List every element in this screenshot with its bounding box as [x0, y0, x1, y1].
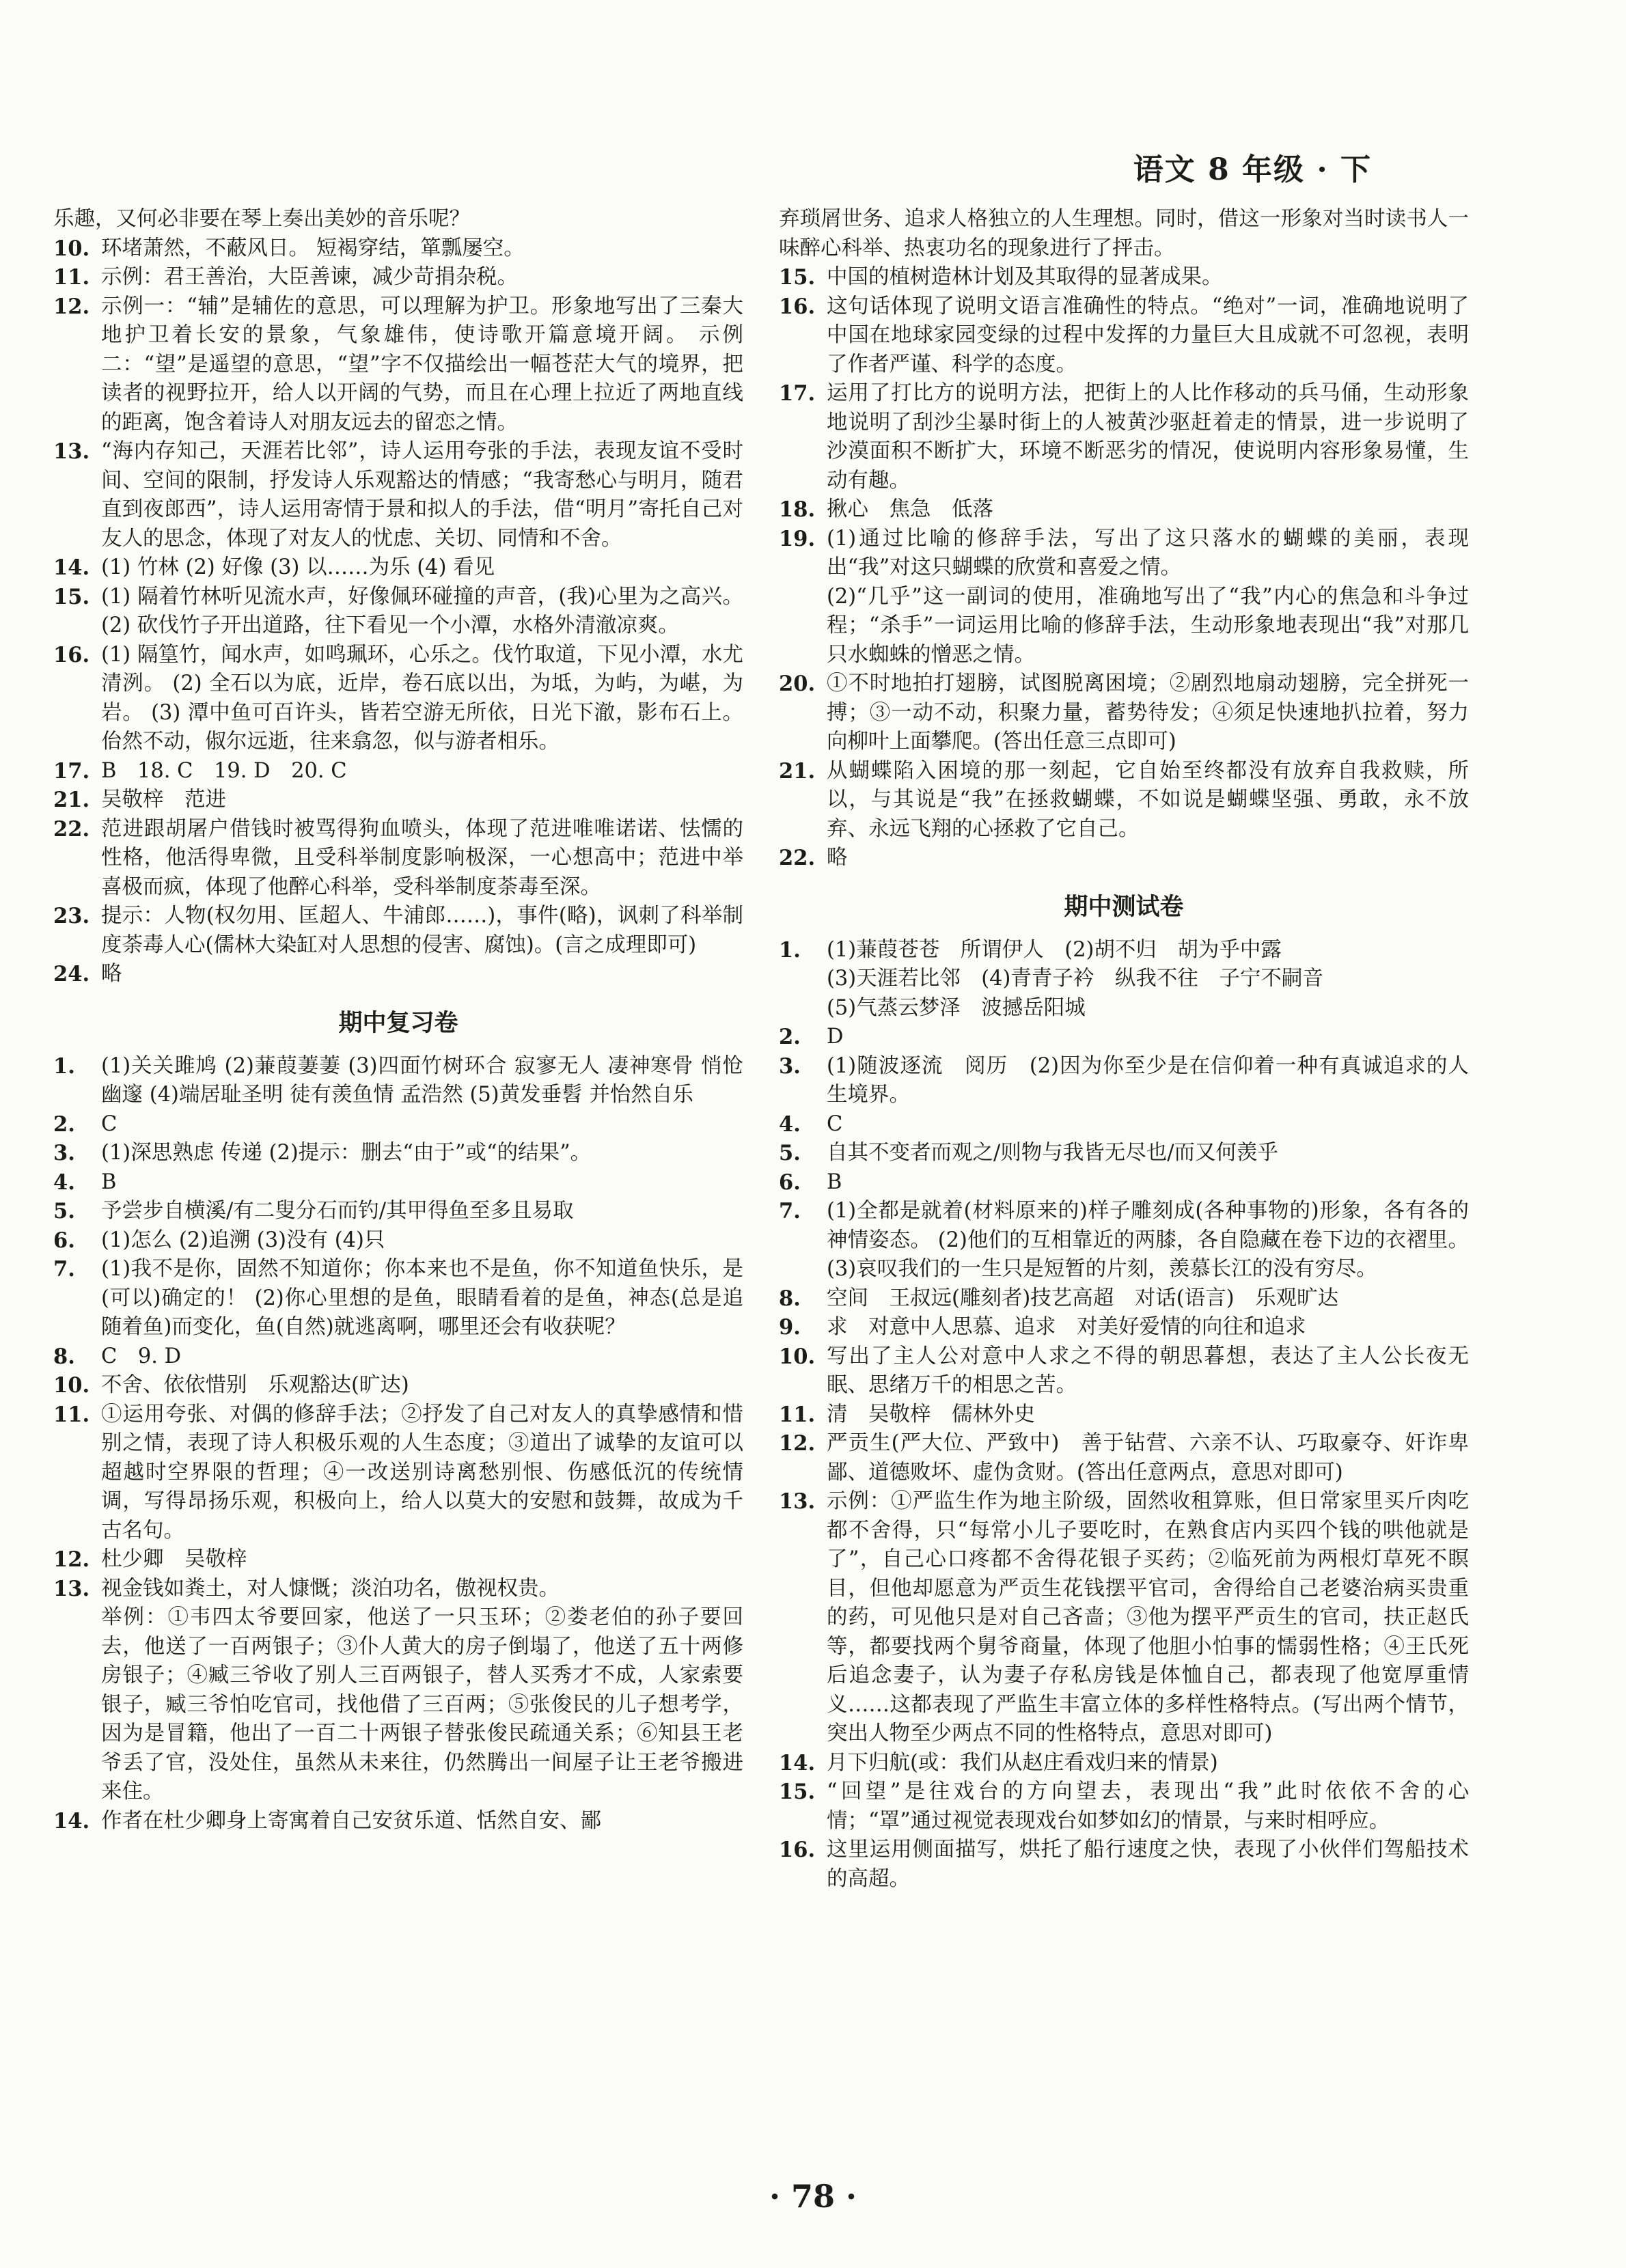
answer-text: (1) 隔篁竹，闻水声，如鸣珮环，心乐之。伐竹取道，下见小潭，水尤清洌。 (2) 全石以为底，近岸，卷石底以出，为坻，为屿，为嵁，为岩。 (3) 潭中鱼可百许头，皆若空游无所依，日光下澈，影布石上。佁然不动，俶尔远逝，往来翕忽，似与游者相乐。	[101, 642, 743, 753]
answer-text: B	[827, 1170, 842, 1194]
answer-text: 予尝步自横溪/有二叟分石而钓/其甲得鱼至多且易取	[101, 1199, 574, 1223]
answer-text: 严贡生(严大位、严致中) 善于钻营、六亲不认、巧取豪夺、奸诈卑鄙、道德败坏、虚伪贪财。(答出任意两点，意思对即可)	[827, 1431, 1469, 1484]
answer-item	[779, 525, 1469, 670]
answer-item	[779, 844, 1469, 873]
answer-item	[53, 1139, 743, 1168]
answer-text: (1)蒹葭苍苍 所谓伊人 (2)胡不归 胡为乎中露 (3)天涯若比邻 (4)青青子衿 纵我不往 子宁不嗣音 (5)气蒸云梦泽 波撼岳阳城	[827, 937, 1323, 1020]
answer-number: 1.	[53, 1053, 75, 1079]
answer-item	[779, 1342, 1469, 1400]
answer-text: 从蝴蝶陷入困境的那一刻起，它自始至终都没有放弃自我救赎，所以，与其说是“我”在拯救蝴蝶，不如说是蝴蝶坚强、勇敢，永不放弃、永远飞翔的心拯救了它自己。	[827, 758, 1469, 841]
answer-item	[53, 1226, 743, 1256]
answer-number: 10.	[53, 236, 90, 261]
answer-text: (1)深思熟虑 传递 (2)提示：删去“由于”或“的结果”。	[101, 1141, 592, 1165]
answer-number: 22.	[53, 816, 90, 842]
answer-number: 11.	[779, 1402, 816, 1427]
answer-text: 视金钱如粪土，对人慷慨；淡泊功名，傲视权贵。 举例：①韦四太爷要回家，他送了一只玉环；②娄老伯的孙子要回去，他送了一百两银子；③仆人黄大的房子倒塌了，他送了五十两修房银子；④臧三爷收了别人三百两银子，替人买秀才不成，人家索要银子，臧三爷怕吃官司，找他借了三百两；⑤张俊民的儿子想考学，因为是冒籍，他出了一百二十两银子替张俊民疏通关系；⑥知县王老爷丢了官，没处住，虽然从未来往，仍然腾出一间屋子让王老爷搬进来住。	[101, 1576, 743, 1803]
answer-item	[779, 757, 1469, 844]
answer-number: 23.	[53, 904, 90, 928]
answer-text: 示例：①严监生作为地主阶级，固然收租算账，但日常家里买斤肉吃都不舍得，只“每常小儿子要吃时，在熟食店内买四个钱的哄他就是了”，自己心口疼都不舍得花银子买药；②临死前为两根灯草死不瞑目，但他却愿意为严贡生花钱摆平官司，舍得给自己老婆治病买贵重的药，可见他只是对自己吝啬；③他为摆平严贡生的官司，扶正赵氏等，都要找两个舅爷商量，体现了他胆小怕事的懦弱性格；④王氏死后追念妻子，认为妻子存私房钱是体恤自己，都表现了他宽厚重情义……这都表现了严监生丰富立体的多样性格特点。(写出两个情节，突出人物至少两点不同的性格特点，意思对即可)	[827, 1489, 1469, 1745]
answer-text: 这里运用侧面描写，烘托了船行速度之快，表现了小伙伴们驾船技术的高超。	[827, 1838, 1469, 1891]
answer-item	[53, 1545, 743, 1575]
answer-number: 11.	[53, 265, 90, 290]
answer-item	[779, 1836, 1469, 1894]
answer-number: 13.	[53, 439, 90, 464]
answer-number: 14.	[779, 1750, 816, 1775]
answer-item	[53, 757, 743, 786]
section-title-midterm-test: 期中测试卷	[1064, 892, 1184, 921]
answer-item	[53, 1255, 743, 1342]
answer-text: (1)怎么 (2)追溯 (3)没有 (4)只	[101, 1228, 385, 1252]
answer-text: (1) 竹林 (2) 好像 (3) 以……为乐 (4) 看见	[101, 555, 495, 579]
answer-number: 2.	[779, 1025, 801, 1049]
answer-number: 15.	[779, 265, 816, 290]
answer-number: 14.	[53, 555, 90, 580]
answer-text: “回望”是往戏台的方向望去，表现出“我”此时依依不舍的心情；“罩”通过视觉表现戏台如梦如幻的情景，与来时相呼应。	[827, 1780, 1469, 1833]
answer-number: 6.	[53, 1228, 75, 1253]
page-header: 语文 8 年级 · 下	[1133, 152, 1372, 187]
answer-item	[53, 1052, 743, 1110]
answer-text: 这句话体现了说明文语言准确性的特点。“绝对”一词，准确地说明了中国在地球家园变绿的过程中发挥的力量巨大且成就不可忽视，表明了作者严谨、科学的态度。	[827, 294, 1469, 376]
answer-item	[53, 292, 743, 438]
page-number: · 78 ·	[769, 2178, 857, 2215]
answer-item	[779, 1168, 1469, 1198]
answer-text: C 9. D	[101, 1344, 182, 1368]
answer-number: 8.	[779, 1286, 801, 1311]
answer-item	[779, 1023, 1469, 1052]
answer-text: C	[827, 1111, 843, 1136]
answer-number: 4.	[53, 1170, 75, 1195]
answer-number: 10.	[53, 1373, 90, 1398]
answer-item	[779, 1197, 1476, 1284]
answer-item	[53, 641, 743, 757]
answer-text: (1) 隔着竹林听见流水声，好像佩环碰撞的声音，(我)心里为之高兴。 (2) 砍伐竹子开出道路，往下看见一个小潭，水格外清澈凉爽。	[101, 584, 750, 637]
answer-text: 示例：君王善治，大臣善谏，减少苛捐杂税。	[101, 265, 518, 289]
answer-item	[53, 1168, 743, 1198]
answer-text: 乐趣，又何必非要在琴上奏出美妙的音乐呢？	[53, 207, 470, 231]
answer-item	[779, 1284, 1469, 1314]
answer-item	[779, 379, 1469, 495]
answer-text: 运用了打比方的说明方法，把街上的人比作移动的兵马俑，生动形象地说明了刮沙尘暴时街上的人被黄沙驱赶着走的情景，进一步说明了沙漠面积不断扩大，环境不断恶劣的情况，使说明内容形象易懂，生动有趣。	[827, 381, 1469, 493]
answer-text: B 18. C 19. D 20. C	[101, 758, 347, 783]
answer-text: 揪心 焦急 低落	[827, 497, 993, 521]
answer-text: (1)全都是就着(材料原来的)样子雕刻成(各种事物的)形象，各有各的神情姿态。 (2)他们的互相靠近的两膝，各自隐藏在卷下边的衣褶里。 (3)哀叹我们的一生只是短暂的片刻，羡慕长江的没有穷尽。	[827, 1199, 1476, 1281]
answer-item	[779, 1139, 1469, 1168]
answer-number: 2.	[53, 1111, 75, 1137]
answer-number: 10.	[779, 1344, 816, 1369]
answer-item	[779, 1400, 1469, 1430]
answer-item	[53, 960, 743, 989]
answer-text: 写出了主人公对意中人求之不得的朝思暮想，表达了主人公长夜无眠、思绪万千的相思之苦。	[827, 1344, 1469, 1397]
answer-number: 5.	[779, 1141, 801, 1165]
answer-number: 3.	[53, 1141, 75, 1165]
answer-number: 17.	[53, 758, 90, 784]
answer-number: 12.	[53, 1547, 90, 1572]
answer-number: 22.	[779, 846, 816, 870]
answer-text: D	[827, 1025, 844, 1049]
answer-item	[53, 1575, 743, 1807]
answer-item	[53, 583, 750, 641]
answer-text: ①运用夸张、对偶的修辞手法；②抒发了自己对友人的真挚感情和惜别之情，表现了诗人积极乐观的人生态度；③道出了诚挚的友谊可以超越时空界限的哲理；④一改送别诗离愁别恨、伤感低沉的传统情调，写得昂扬乐观，积极向上，给人以莫大的安慰和鼓舞，故成为千古名句。	[101, 1402, 743, 1543]
answer-number: 12.	[53, 294, 90, 319]
answer-number: 9.	[779, 1315, 801, 1340]
left-column	[53, 205, 750, 1836]
answer-item	[779, 669, 1469, 757]
answer-item	[53, 263, 743, 292]
answer-number: 6.	[779, 1170, 801, 1195]
answer-text: (1)通过比喻的修辞手法，写出了这只落水的蝴蝶的美丽，表现出“我”对这只蝴蝶的欣赏和喜爱之情。 (2)“几乎”这一副词的使用，准确地写出了“我”内心的焦急和斗争过程；“杀手”一词运用比喻的修辞手法，生动形象地表现出“我”对那几只水蜘蛛的憎恶之情。	[827, 526, 1469, 667]
answer-number: 14.	[53, 1808, 90, 1834]
answer-item	[53, 1371, 743, 1400]
answer-text: 示例一：“辅”是辅佐的意思，可以理解为护卫。形象地写出了三秦大地护卫着长安的景象，气象雄伟，使诗歌开篇意境开阔。 示例二：“望”是遥望的意思，“望”字不仅描绘出一幅苍茫大气的境界，把读者的视野拉开，给人以开阔的气势，而且在心理上拉近了两地直线的距离，饱含着诗人对朋友远去的留恋之情。	[101, 294, 743, 434]
answer-item	[53, 1110, 743, 1139]
answer-item	[779, 1052, 1469, 1110]
answer-number: 8.	[53, 1344, 75, 1369]
answer-number: 7.	[53, 1257, 75, 1282]
midterm-test-answer-list	[779, 936, 1476, 1894]
answer-item	[53, 1197, 743, 1226]
answer-text: 杜少卿 吴敬梓	[101, 1547, 247, 1571]
answer-item	[53, 786, 743, 815]
answer-text: 提示：人物(权勿用、匡超人、牛浦郎……)，事件(略)，讽刺了科举制度荼毒人心(儒林大染缸对人思想的侵害、腐蚀)。(言之成理即可)	[101, 904, 743, 957]
answer-text: 吴敬梓 范进	[101, 788, 226, 812]
answer-number: 20.	[779, 672, 816, 696]
answer-text: 自其不变者而观之/则物与我皆无尽也/而又何羡乎	[827, 1141, 1279, 1165]
answer-item	[53, 234, 743, 264]
answer-number: 13.	[53, 1576, 90, 1601]
answer-text: 弃琐屑世务、追求人格独立的人生理想。同时，借这一形象对当时读书人一味醉心科举、热衷功名的现象进行了抨击。	[779, 207, 1469, 260]
answer-text: 不舍、依依惜别 乐观豁达(旷达)	[101, 1373, 409, 1397]
answer-number: 15.	[53, 584, 90, 609]
answer-text: ①不时地拍打翅膀，试图脱离困境；②剧烈地扇动翅膀，完全拼死一搏；③一动不动，积聚力量，蓄势待发；④须足快速地扒拉着，努力向柳叶上面攀爬。(答出任意三点即可)	[827, 672, 1469, 753]
answer-number: 21.	[53, 788, 90, 812]
answer-item	[779, 292, 1469, 380]
answer-text: 求 对意中人思慕、追求 对美好爱情的向往和追求	[827, 1315, 1306, 1339]
midterm-review-answer-list	[53, 1052, 743, 1836]
answer-item	[779, 1313, 1469, 1342]
answer-text: B	[101, 1170, 117, 1194]
answer-item	[779, 205, 1469, 263]
answer-text: 中国的植树造林计划及其取得的显著成果。	[827, 265, 1223, 289]
answer-item	[779, 263, 1469, 292]
answer-number: 5.	[53, 1199, 75, 1223]
answer-item	[53, 553, 743, 583]
answer-number: 17.	[779, 381, 816, 406]
answer-number: 11.	[53, 1402, 90, 1427]
answer-number: 13.	[779, 1489, 816, 1514]
answer-item	[779, 1778, 1469, 1836]
answer-number: 4.	[779, 1111, 801, 1137]
answer-text: (1)我不是你，固然不知道你；你本来也不是鱼，你不知道鱼快乐，是(可以)确定的！ (2)你心里想的是鱼，眼睛看着的是鱼，神态(总是追随着鱼)而变化，鱼(自然)就逃离啊，哪里还会有收获呢？	[101, 1257, 743, 1339]
answer-number: 18.	[779, 497, 816, 522]
right-column	[779, 205, 1476, 1894]
answer-item	[779, 1429, 1469, 1487]
answer-item	[53, 437, 743, 553]
answer-text: 空间 王叔远(雕刻者)技艺高超 对话(语言) 乐观旷达	[827, 1286, 1339, 1310]
answer-number: 19.	[779, 526, 816, 551]
answer-item	[779, 1110, 1469, 1139]
answer-text: 略	[827, 846, 848, 870]
answer-item	[53, 1400, 743, 1546]
answer-text: 环堵萧然，不蔽风日。 短褐穿结，箪瓢屡空。	[101, 236, 525, 260]
answer-text: 范进跟胡屠户借钱时被骂得狗血喷头，体现了范进唯唯诺诺、怯懦的性格，他活得卑微，且受科举制度影响极深，一心想高中；范进中举喜极而疯，体现了他醉心科举，受科举制度荼毒至深。	[101, 816, 743, 899]
answer-number: 12.	[779, 1431, 816, 1456]
answer-text: (1)随波逐流 阅历 (2)因为你至少是在信仰着一种有真诚追求的人生境界。	[827, 1053, 1469, 1107]
answer-number: 7.	[779, 1199, 801, 1223]
answer-number: 21.	[779, 758, 816, 784]
answer-text: 作者在杜少卿身上寄寓着自己安贫乐道、恬然自安、鄙	[101, 1808, 601, 1833]
answer-item	[779, 936, 1469, 1023]
left-answer-list	[53, 205, 750, 989]
answer-number: 16.	[53, 642, 90, 667]
answer-text: 清 吴敬梓 儒林外史	[827, 1402, 1035, 1426]
answer-number: 15.	[779, 1780, 816, 1804]
answer-number: 16.	[779, 1838, 816, 1862]
answer-item	[53, 205, 743, 234]
answer-text: 月下归航(或：我们从赵庄看戏归来的情景)	[827, 1750, 1218, 1775]
answer-number: 3.	[779, 1053, 801, 1079]
answer-item	[53, 815, 743, 902]
answer-item	[779, 1487, 1469, 1749]
section-title-midterm-review: 期中复习卷	[338, 1008, 458, 1037]
answer-text: 略	[101, 962, 122, 986]
answer-text: (1)关关雎鸠 (2)蒹葭萋萋 (3)四面竹树环合 寂寥无人 凄神寒骨 悄怆幽邃 (4)端居耻圣明 徒有羡鱼情 孟浩然 (5)黄发垂髫 并怡然自乐	[101, 1053, 743, 1107]
answer-item	[779, 1749, 1469, 1778]
answer-text: C	[101, 1111, 118, 1136]
answer-item	[779, 495, 1469, 525]
answer-number: 24.	[53, 962, 90, 986]
answer-number: 1.	[779, 937, 801, 963]
answer-item	[53, 902, 743, 960]
answer-item	[53, 1807, 743, 1836]
answer-text: “海内存知己，天涯若比邻”，诗人运用夸张的手法，表现友谊不受时间、空间的限制，抒发诗人乐观豁达的情感；“我寄愁心与明月，随君直到夜郎西”，诗人运用寄情于景和拟人的手法，借“明月”寄托自己对友人的思念，体现了对友人的忧虑、关切、同情和不舍。	[101, 439, 743, 551]
right-answer-list	[779, 205, 1469, 873]
answer-item	[53, 1342, 743, 1372]
answer-number: 16.	[779, 294, 816, 319]
